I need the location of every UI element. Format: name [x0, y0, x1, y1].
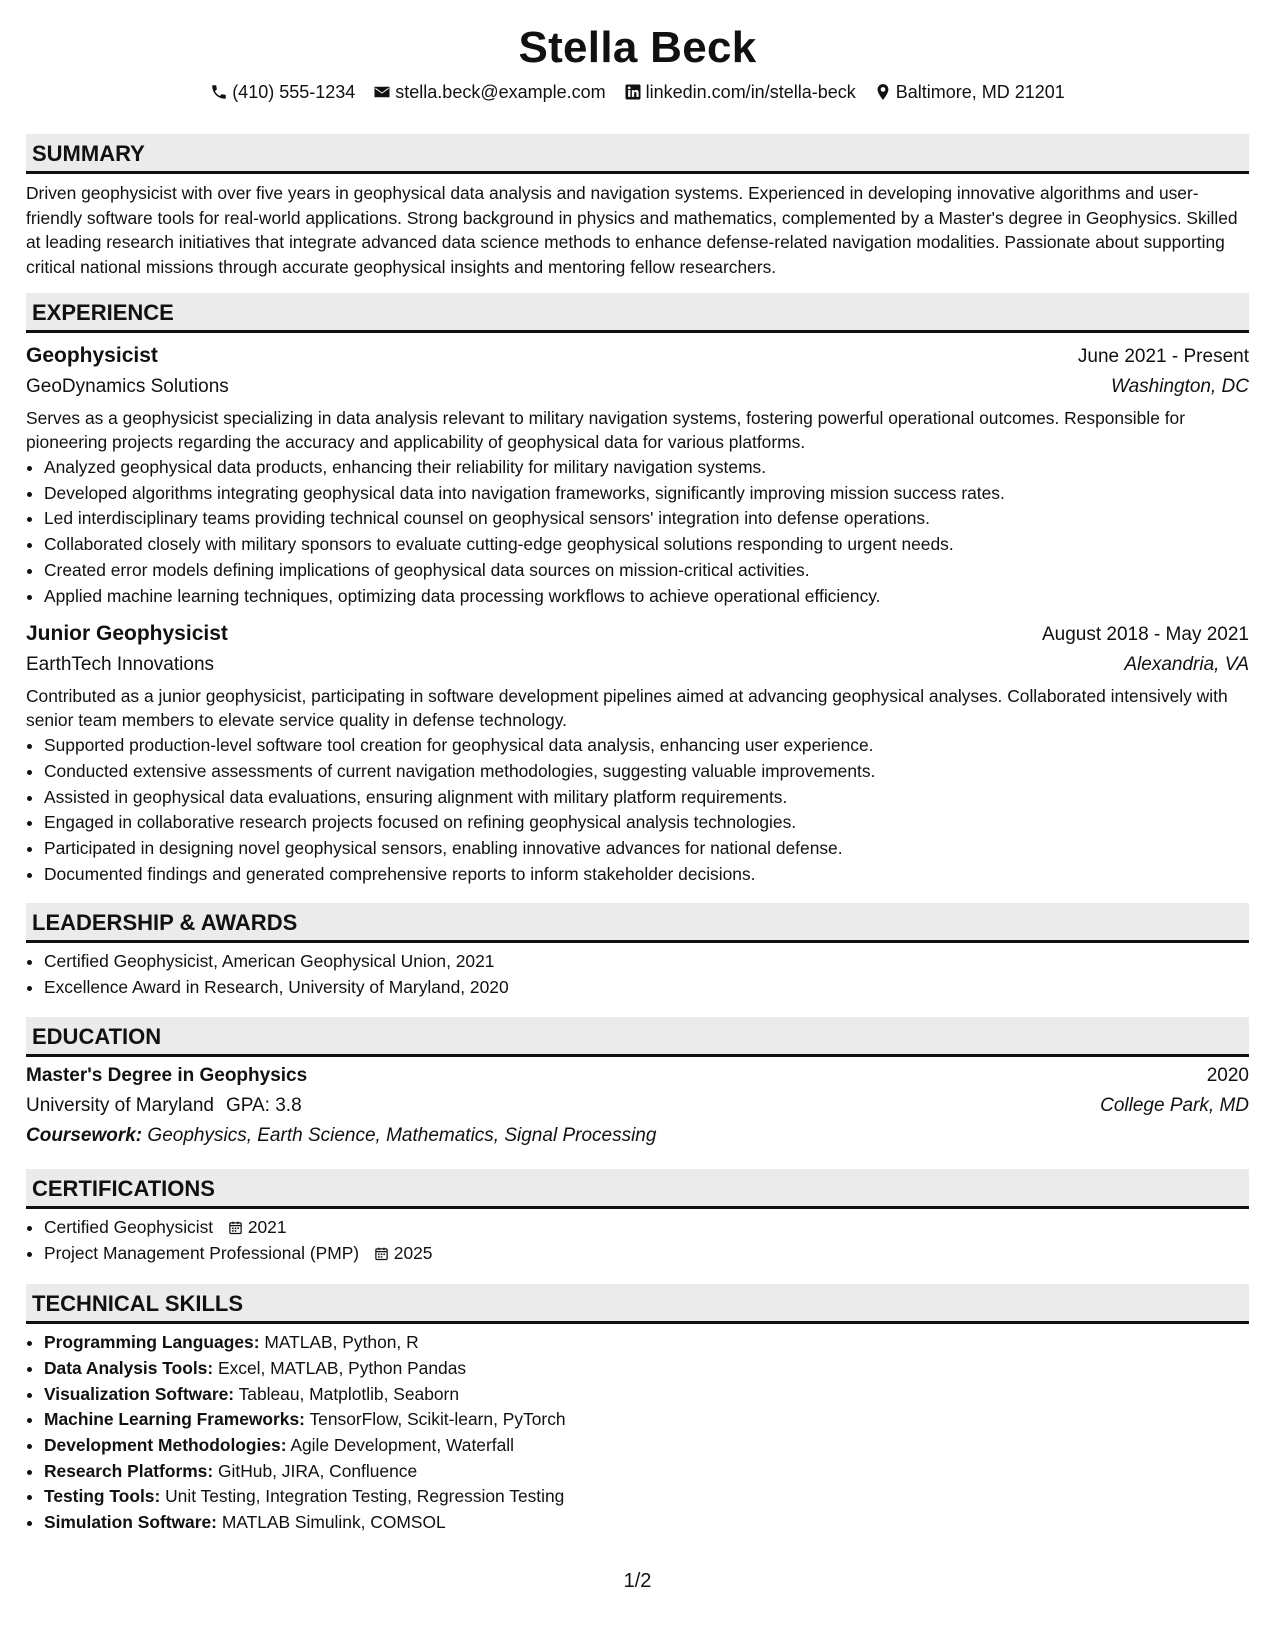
job-description: Contributed as a junior geophysicist, participating in software development pipelines aimed at advancing geophysical analyses. Collaborated intensively with senior team members to elevate service quality in defense technology.	[26, 686, 1228, 730]
envelope-icon	[373, 83, 391, 101]
list-item	[44, 1484, 1249, 1510]
list-item: • Certified Geophysicist, American Geophysical Union, 2021	[44, 949, 1249, 975]
linkedin-text: linkedin.com/in/stella-beck	[645, 82, 856, 102]
list-item: • Engaged in collaborative research projects focused on refining geophysical analysis technologies.	[44, 810, 1249, 836]
skill-label: Testing Tools:	[44, 1486, 161, 1507]
list-item: • Documented findings and generated comprehensive reports to inform stakeholder decisions.	[44, 862, 1249, 888]
contact-bar	[26, 80, 1249, 104]
cert-name: Project Management Professional (PMP)	[44, 1242, 360, 1263]
skill-value: MATLAB Simulink, COMSOL	[221, 1512, 446, 1533]
job-bullets	[26, 733, 1249, 887]
contact-email[interactable]	[373, 80, 605, 104]
skill-label: Data Analysis Tools:	[44, 1357, 214, 1378]
skill-value: Excel, MATLAB, Python Pandas	[217, 1357, 467, 1378]
skill-value: TensorFlow, Scikit-learn, PyTorch	[309, 1409, 566, 1430]
skill-label: Simulation Software:	[44, 1512, 217, 1533]
section-heading-experience: EXPERIENCE	[26, 293, 1249, 333]
email-text: stella.beck@example.com	[395, 82, 606, 102]
experience-section	[26, 293, 1249, 887]
degree-title: Master's Degree in Geophysics	[26, 1064, 308, 1086]
skill-value: Agile Development, Waterfall	[290, 1435, 515, 1456]
skill-value: Tableau, Matplotlib, Seaborn	[238, 1383, 460, 1404]
coursework	[26, 1121, 1249, 1151]
calendar-icon	[228, 1220, 243, 1235]
job-entry	[26, 619, 1249, 887]
linkedin-icon	[624, 83, 642, 101]
section-heading-summary: SUMMARY	[26, 134, 1249, 174]
skill-value: Unit Testing, Integration Testing, Regression Testing	[165, 1486, 565, 1507]
school-line	[26, 1091, 302, 1121]
summary-section	[26, 134, 1249, 279]
skills-list	[26, 1330, 1249, 1536]
contact-linkedin[interactable]	[624, 80, 856, 104]
list-item	[44, 1510, 1249, 1536]
location-text: Baltimore, MD 21201	[895, 82, 1065, 102]
job-title: Geophysicist	[26, 344, 158, 367]
job-dates: August 2018 - May 2021	[1041, 624, 1249, 646]
contact-phone[interactable]	[210, 80, 355, 104]
candidate-name: Stella Beck	[518, 23, 757, 72]
list-item: • Developed algorithms integrating geophysical data into navigation frameworks, significantly improving mission success rates.	[44, 481, 1249, 507]
list-item	[44, 1407, 1249, 1433]
skill-label: Development Methodologies:	[44, 1435, 287, 1456]
section-heading-skills: TECHNICAL SKILLS	[26, 1284, 1249, 1324]
list-item: • Supported production-level software tool creation for geophysical data analysis, enhancing user experience.	[44, 733, 1249, 759]
certifications-section	[26, 1169, 1249, 1266]
skill-value: MATLAB, Python, R	[264, 1332, 419, 1353]
job-location: Washington, DC	[1111, 376, 1249, 397]
job-bullets	[26, 455, 1249, 609]
coursework-label: Coursework:	[26, 1124, 143, 1146]
contact-location	[874, 80, 1065, 104]
section-heading-certifications: CERTIFICATIONS	[26, 1169, 1249, 1209]
job-company: EarthTech Innovations	[26, 654, 215, 676]
section-heading-education: EDUCATION	[26, 1017, 1249, 1057]
job-entry	[26, 341, 1249, 609]
coursework-list: Geophysics, Earth Science, Mathematics, Signal Processing	[147, 1124, 657, 1146]
resume-page	[26, 22, 1249, 1536]
list-item: • Applied machine learning techniques, optimizing data processing workflows to achieve operational efficiency.	[44, 584, 1249, 610]
list-item: • Created error models defining implications of geophysical data sources on mission-critical activities.	[44, 558, 1249, 584]
list-item: • Analyzed geophysical data products, enhancing their reliability for military navigation systems.	[44, 455, 1249, 481]
list-item	[44, 1215, 1249, 1241]
degree-year: 2020	[1206, 1064, 1249, 1086]
job-location: Alexandria, VA	[1124, 654, 1249, 676]
skills-section	[26, 1284, 1249, 1536]
section-heading-leadership: LEADERSHIP & AWARDS	[26, 903, 1249, 943]
phone-text: (410) 555-1234	[232, 82, 356, 102]
school-location: College Park, MD	[1100, 1094, 1249, 1116]
list-item: • Led interdisciplinary teams providing technical counsel on geophysical sensors' integration into defense operations.	[44, 506, 1249, 532]
cert-year: 2021	[247, 1216, 287, 1237]
list-item: • Excellence Award in Research, University of Maryland, 2020	[44, 975, 1249, 1001]
job-description: Serves as a geophysicist specializing in data analysis relevant to military navigation systems, fostering powerful operational outcomes. Responsible for pioneering projects regarding the accuracy and applicability of geophysical data for various platforms.	[26, 408, 1185, 452]
job-company: GeoDynamics Solutions	[26, 376, 229, 397]
map-pin-icon	[874, 83, 892, 101]
list-item: • Participated in designing novel geophysical sensors, enabling innovative advances for national defense.	[44, 836, 1249, 862]
skill-label: Programming Languages:	[44, 1332, 260, 1353]
skill-value: GitHub, JIRA, Confluence	[218, 1460, 418, 1481]
job-dates: June 2021 - Present	[1077, 346, 1249, 367]
list-item	[44, 1382, 1249, 1408]
cert-year: 2025	[393, 1242, 433, 1263]
list-item	[44, 1330, 1249, 1356]
list-item: • Conducted extensive assessments of current navigation methodologies, suggesting valuable improvements.	[44, 759, 1249, 785]
list-item: • Collaborated closely with military sponsors to evaluate cutting-edge geophysical solutions responding to urgent needs.	[44, 532, 1249, 558]
skill-label: Machine Learning Frameworks:	[44, 1409, 305, 1430]
gpa: GPA: 3.8	[225, 1094, 302, 1116]
leadership-section	[26, 903, 1249, 1000]
page-number: 1/2	[623, 1570, 652, 1592]
education-section	[26, 1017, 1249, 1151]
list-item	[44, 1459, 1249, 1485]
phone-icon	[210, 83, 228, 101]
summary-text: Driven geophysicist with over five years in geophysical data analysis and navigation systems. Experienced in developing innovative algorithms and user-friendly software tools for real-world applications. Strong background in physics and mathematics, complemented by a Master's degree in Geophysics. Skilled at leading research initiatives that integrate advanced data science methods to enhance defense-related navigation modalities. Passionate about supporting critical national missions through accurate geophysical insights and mentoring fellow researchers.	[26, 183, 1238, 277]
school-name: University of Maryland	[26, 1094, 214, 1116]
skill-label: Visualization Software:	[44, 1383, 235, 1404]
calendar-icon	[374, 1246, 389, 1261]
list-item	[44, 1241, 1249, 1267]
list-item	[44, 1433, 1249, 1459]
list-item	[44, 1356, 1249, 1382]
cert-name: Certified Geophysicist	[44, 1216, 214, 1237]
list-item: • Assisted in geophysical data evaluations, ensuring alignment with military platform requirements.	[44, 785, 1249, 811]
skill-label: Research Platforms:	[44, 1460, 214, 1481]
leadership-list	[26, 949, 1249, 1000]
job-title: Junior Geophysicist	[26, 622, 228, 646]
certifications-list	[26, 1215, 1249, 1266]
